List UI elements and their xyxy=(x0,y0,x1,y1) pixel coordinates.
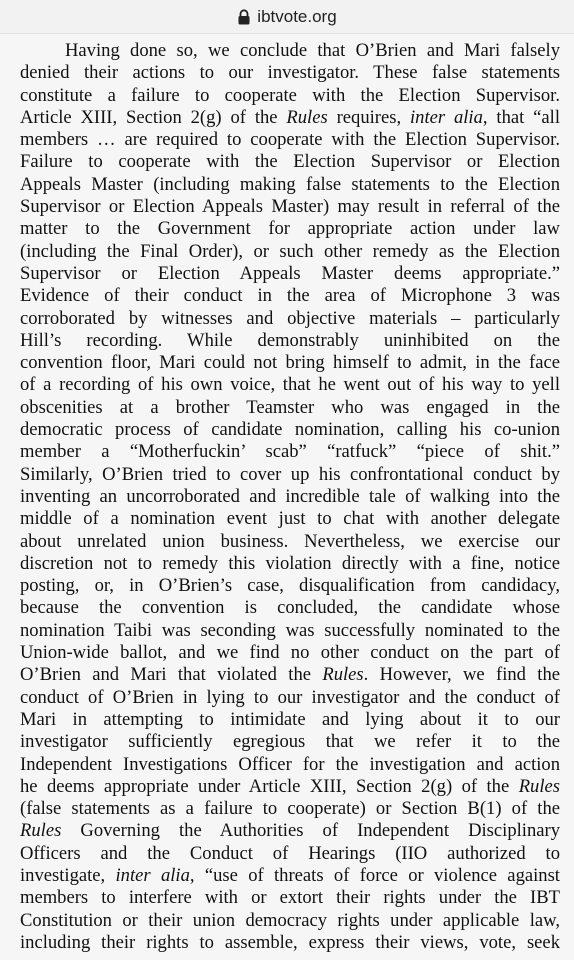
document-line: Appeals Master (including making false statements to the Election xyxy=(20,173,560,195)
browser-url-bar[interactable] xyxy=(0,0,574,34)
document-line: middle of a nomination event just to chat with another delegate xyxy=(20,508,560,530)
document-line: Similarly, O’Brien tried to cover up his confrontational conduct by xyxy=(20,463,560,485)
document-line: members … are required to cooperate with the Election Supervisor. xyxy=(20,129,560,151)
document-line: conduct of O’Brien in lying to our investigator and the conduct of xyxy=(20,686,560,708)
document-line: Union-wide ballot, and we find no other conduct on the part of xyxy=(20,642,560,664)
document-line: Rules Governing the Authorities of Independent Disciplinary xyxy=(20,820,560,842)
document-line: nomination Taibi was seconding was successfully nominated to the xyxy=(20,619,560,641)
document-line: Officers and the Conduct of Hearings (IIO authorized to xyxy=(20,842,560,864)
document-line: corroborated by witnesses and objective materials – particularly xyxy=(20,307,560,329)
document-line: Independent Investigations Officer for the investigation and action xyxy=(20,753,560,775)
document-line: O’Brien and Mari that violated the Rules. However, we find the xyxy=(20,664,560,686)
document-line: he deems appropriate under Article XIII, Section 2(g) of the Rules xyxy=(20,775,560,797)
document-line: Failure to cooperate with the Election Supervisor or Election xyxy=(20,151,560,173)
document-line: Evidence of their conduct in the area of Microphone 3 was xyxy=(20,285,560,307)
document-line: constitute a failure to cooperate with the Election Supervisor. xyxy=(20,84,560,106)
document-line: because the convention is concluded, the candidate whose xyxy=(20,597,560,619)
document-line: Supervisor or Election Appeals Master deems appropriate.” xyxy=(20,262,560,284)
document-line: member a “Motherfuckin’ scab” “ratfuck” “piece of shit.” xyxy=(20,441,560,463)
document-line: Hill’s recording. While demonstrably uninhibited on the xyxy=(20,329,560,351)
document-line: investigator sufficiently egregious that we refer it to the xyxy=(20,731,560,753)
document-line: members to interfere with or extort their rights under the IBT xyxy=(20,887,560,909)
document-line: (including the Final Order), or such other remedy as the Election xyxy=(20,240,560,262)
document-line: (false statements as a failure to cooperate) or Section B(1) of the xyxy=(20,798,560,820)
document-body xyxy=(20,40,560,954)
document-line: discretion not to remedy this violation directly with a fine, notice xyxy=(20,552,560,574)
document-line: matter to the Government for appropriate action under law xyxy=(20,218,560,240)
document-line: Article XIII, Section 2(g) of the Rules requires, inter alia, that “all xyxy=(20,106,560,128)
document-line: Constitution or their union democracy rights under applicable law, xyxy=(20,909,560,931)
document-line: Mari in attempting to intimidate and lying about it to our xyxy=(20,708,560,730)
browser-url-text: ibtvote.org xyxy=(257,6,337,26)
document-line: Having done so, we conclude that O’Brien and Mari falsely xyxy=(65,40,560,61)
document-line: denied their actions to our investigator. These false statements xyxy=(20,62,560,84)
document-line: about unrelated union business. Nevertheless, we exercise our xyxy=(20,530,560,552)
document-line: of a recording of his own voice, that he went out of his way to yell xyxy=(20,374,560,396)
document-line: inventing an uncorroborated and incredible tale of walking into the xyxy=(20,485,560,507)
document-line: investigate, inter alia, “use of threats of force or violence against xyxy=(20,864,560,886)
document-line: democratic process of candidate nomination, calling his co-union xyxy=(20,419,560,441)
lock-icon xyxy=(237,9,251,25)
document-line: posting, or, in O’Brien’s case, disqualification from candidacy, xyxy=(20,575,560,597)
document-line: including their rights to assemble, express their views, vote, seek xyxy=(20,931,560,953)
document-line: convention floor, Mari could not bring himself to admit, in the face xyxy=(20,352,560,374)
document-line: Supervisor or Election Appeals Master) may result in referral of the xyxy=(20,196,560,218)
document-page[interactable] xyxy=(0,34,574,960)
document-line: obscenities at a brother Teamster who was engaged in the xyxy=(20,396,560,418)
